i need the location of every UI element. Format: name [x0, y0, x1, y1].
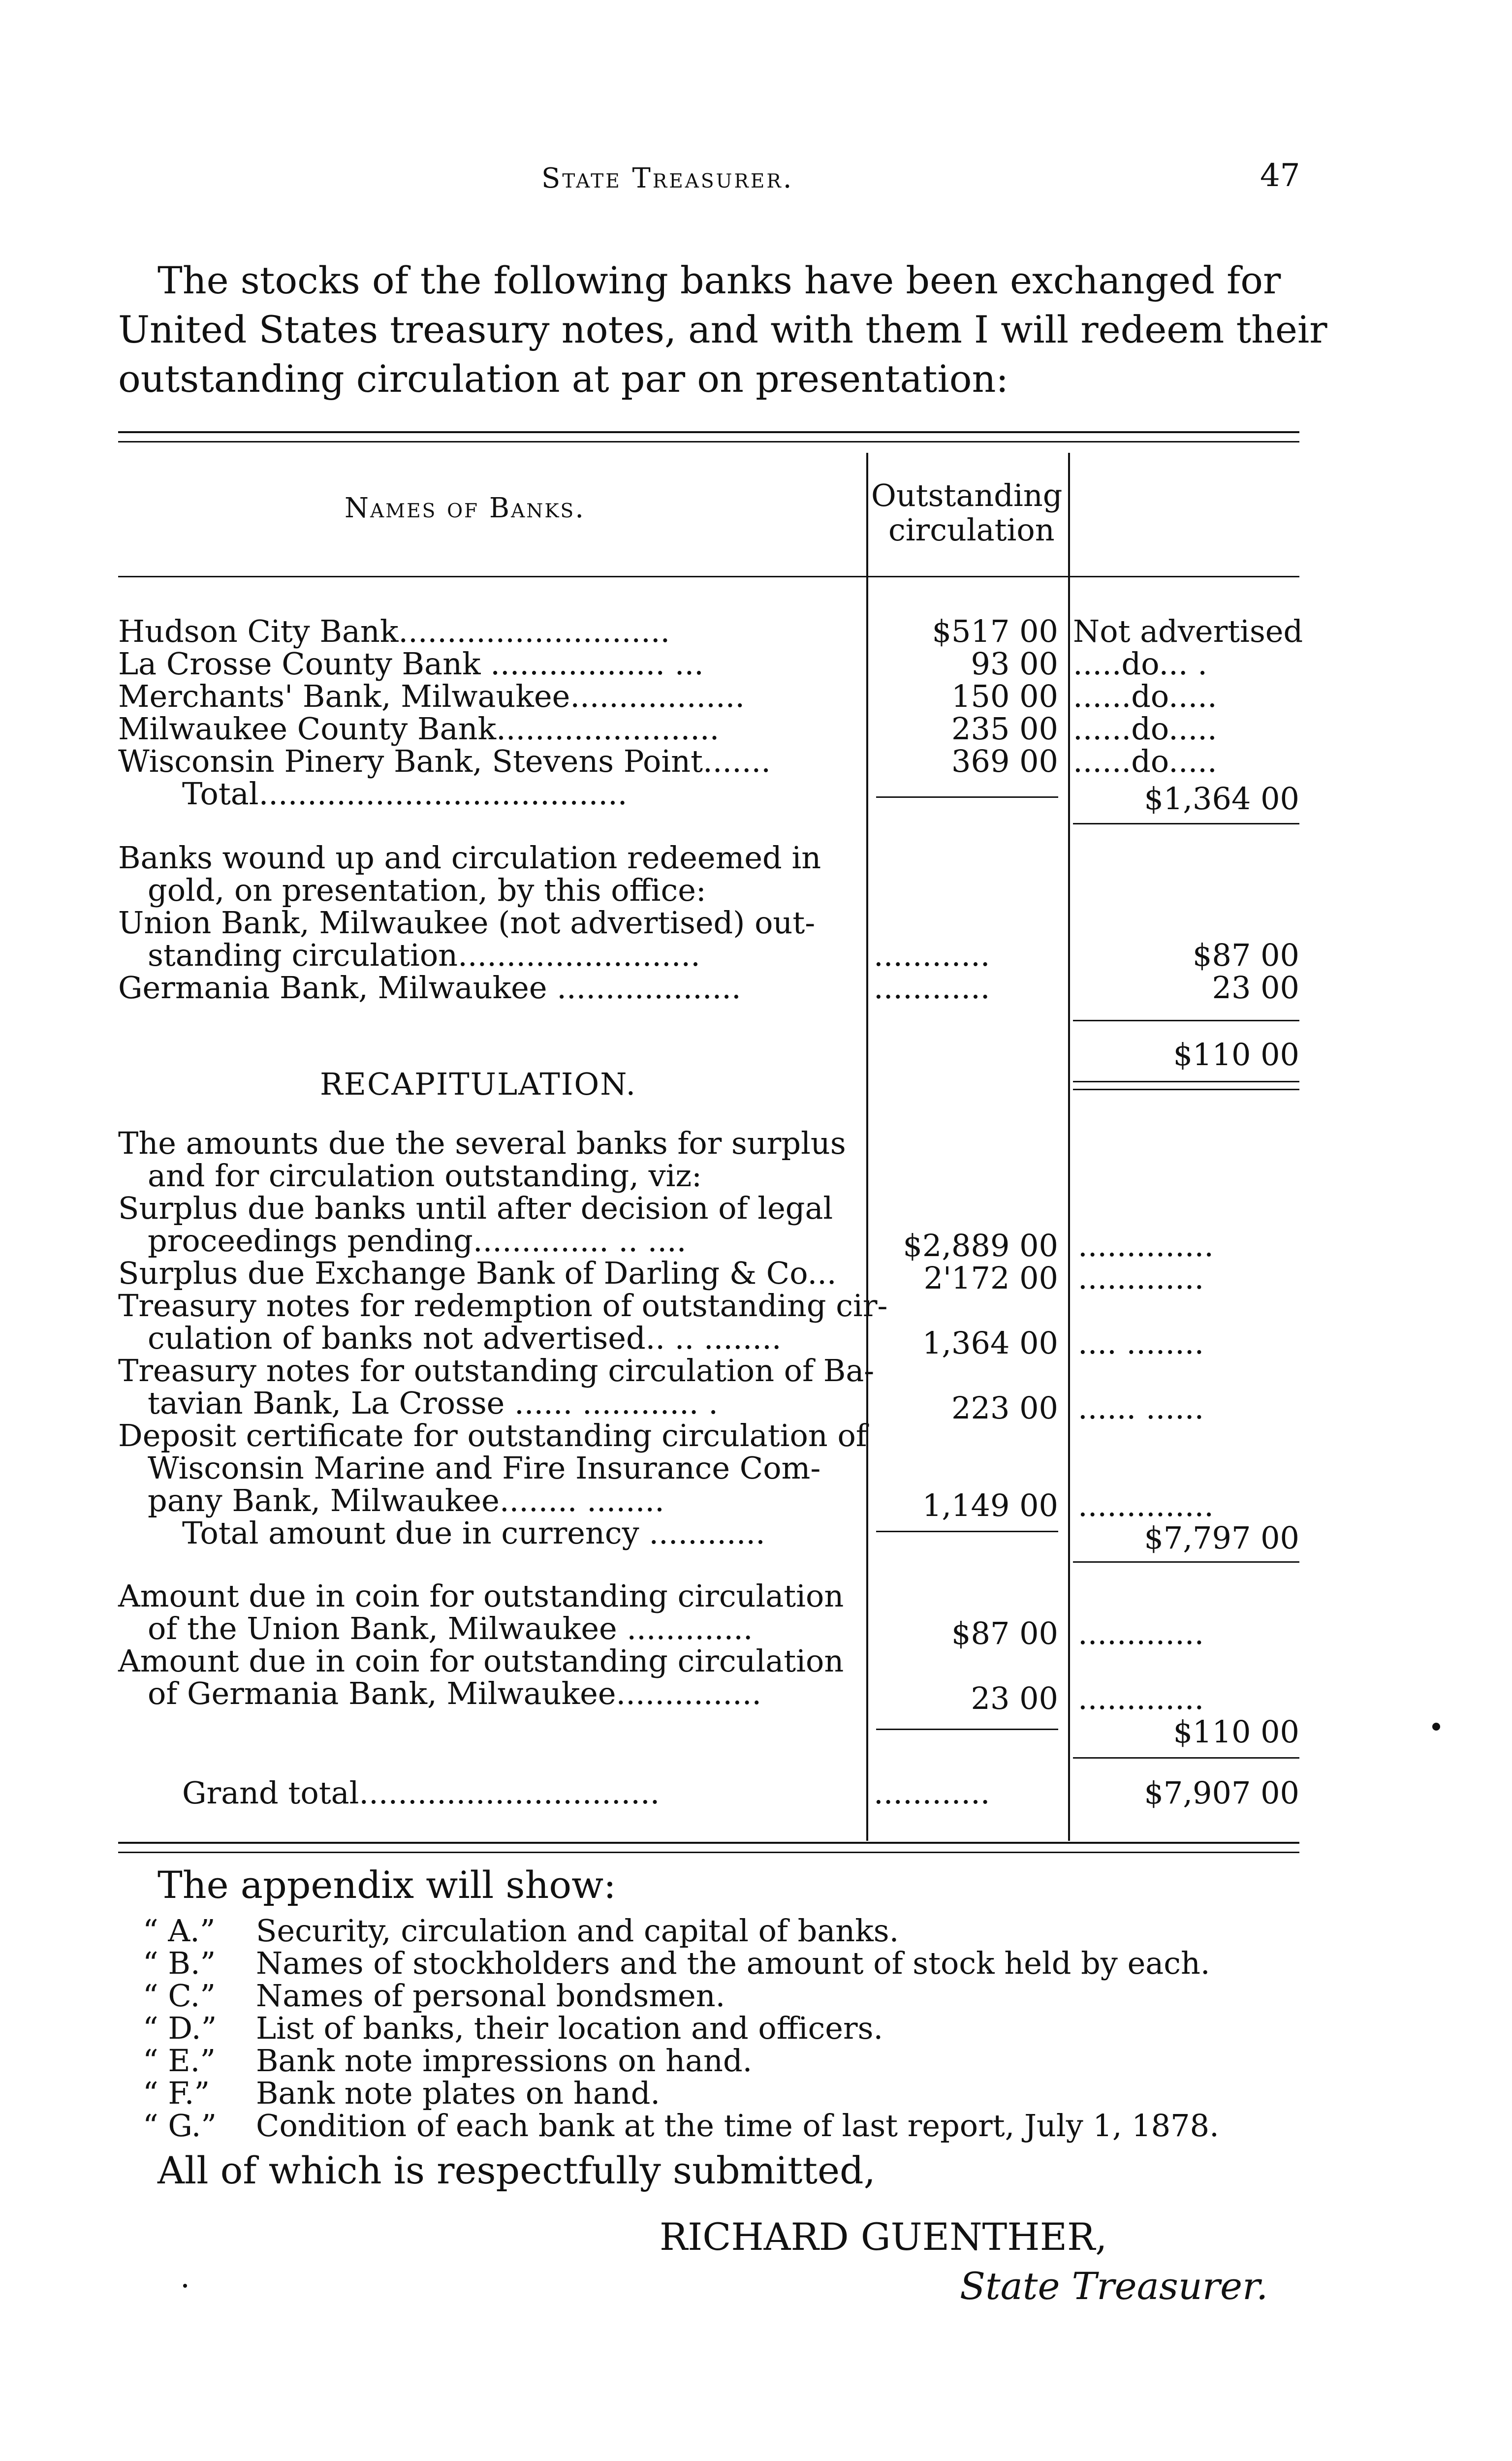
table-top-rule [118, 441, 1299, 442]
recap-line: culation of banks not advertised.. .. ........ [148, 1320, 782, 1356]
sum-rule [876, 1531, 1058, 1532]
leader-dots: ............. [1078, 1615, 1204, 1651]
coin-line: Amount due in coin for outstanding circulation [118, 1578, 844, 1614]
recap-line: Treasury notes for outstanding circulation of Ba- [118, 1353, 875, 1388]
coin-line: Amount due in coin for outstanding circulation [118, 1643, 844, 1679]
grand-total-label: Grand total............................... [182, 1775, 660, 1811]
intro-line: The stocks of the following banks have been exchanged for [158, 258, 1281, 302]
running-title: State Treasurer. [541, 162, 794, 194]
appendix-key: “ A.” [143, 1913, 216, 1949]
column-divider [1068, 453, 1070, 1841]
leader-dots: ............ [874, 1775, 990, 1811]
recap-value: 1,364 00 [922, 1325, 1058, 1361]
recap-value: 223 00 [951, 1390, 1058, 1426]
appendix-key: “ B.” [143, 1945, 216, 1981]
signatory-name: RICHARD GUENTHER, [660, 2215, 1107, 2259]
wound-up-text: standing circulation......................... [148, 937, 700, 973]
wound-up-text: gold, on presentation, by this office: [148, 872, 706, 908]
leader-dots: ............. [1078, 1260, 1204, 1296]
appendix-key: “ G.” [143, 2108, 217, 2144]
appendix-text: Names of personal bondsmen. [256, 1978, 725, 2014]
currency-total-value: $7,797 00 [1144, 1520, 1299, 1556]
bank-note: ......do..... [1073, 711, 1217, 747]
recap-line: Wisconsin Marine and Fire Insurance Com- [148, 1450, 821, 1486]
appendix-intro: The appendix will show: [158, 1863, 616, 1907]
coin-value: 23 00 [971, 1680, 1058, 1716]
column-header-circulation: circulation [888, 512, 1055, 548]
bank-name: Milwaukee County Bank....................... [118, 711, 720, 747]
appendix-text: Security, circulation and capital of banks. [256, 1913, 899, 1949]
recap-line: pany Bank, Milwaukee........ ........ [148, 1483, 664, 1518]
leader-dots: ............ [874, 970, 990, 1006]
bank-amount: 369 00 [951, 743, 1058, 779]
total-value: $1,364 00 [1144, 781, 1299, 817]
leader-dots: .... ........ [1078, 1325, 1204, 1361]
recap-line: and for circulation outstanding, viz: [148, 1158, 702, 1194]
leader-dots: .............. [1078, 1228, 1214, 1263]
recap-line: tavian Bank, La Crosse ...... ............ . [148, 1385, 718, 1421]
germania-bank-value: 23 00 [1212, 970, 1299, 1006]
sum-double-rule [1073, 1089, 1299, 1090]
bank-note: .....do... . [1073, 646, 1208, 682]
bank-name: Merchants' Bank, Milwaukee.................. [118, 678, 745, 714]
bank-amount: 235 00 [951, 711, 1058, 747]
bank-note: ......do..... [1073, 678, 1217, 714]
appendix-text: Bank note impressions on hand. [256, 2043, 753, 2079]
recap-line: proceedings pending.............. .. .... [148, 1223, 687, 1259]
coin-line: of Germania Bank, Milwaukee............... [148, 1675, 762, 1711]
coin-value: $87 00 [951, 1615, 1058, 1651]
bank-name: Wisconsin Pinery Bank, Stevens Point....... [118, 743, 771, 779]
signatory-title: State Treasurer. [960, 2264, 1268, 2308]
recap-title: RECAPITULATION. [320, 1066, 637, 1102]
closing-line: All of which is respectfully submitted, [158, 2148, 876, 2192]
column-divider [866, 453, 868, 1841]
sum-rule [876, 1729, 1058, 1730]
coin-total-value: $110 00 [1173, 1714, 1299, 1750]
leader-dots: ............. [1078, 1680, 1204, 1716]
leader-dots: ...... ...... [1078, 1390, 1204, 1426]
recap-line: Surplus due banks until after decision of legal [118, 1190, 833, 1226]
grand-total-value: $7,907 00 [1144, 1775, 1299, 1811]
recap-line: Treasury notes for redemption of outstanding cir- [118, 1288, 888, 1324]
header-rule [118, 576, 1299, 577]
appendix-text: List of banks, their location and officers. [256, 2010, 883, 2046]
appendix-key: “ F.” [143, 2075, 210, 2111]
coin-line: of the Union Bank, Milwaukee ............. [148, 1610, 753, 1646]
wound-up-text: Banks wound up and circulation redeemed in [118, 840, 821, 876]
bank-name: La Crosse County Bank .................. ... [118, 646, 704, 682]
intro-line: United States treasury notes, and with them I will redeem their [118, 308, 1327, 351]
recap-value: $2,889 00 [903, 1228, 1058, 1263]
appendix-key: “ C.” [143, 1978, 216, 2014]
sum-double-rule [1073, 1081, 1299, 1082]
bank-amount: $517 00 [932, 613, 1058, 649]
recap-line: The amounts due the several banks for surplus [118, 1125, 846, 1161]
appendix-text: Names of stockholders and the amount of stock held by each. [256, 1945, 1210, 1981]
union-bank-value: $87 00 [1193, 937, 1299, 973]
appendix-key: “ E.” [143, 2043, 216, 2079]
ink-spot [1432, 1723, 1440, 1731]
recap-line: Deposit certificate for outstanding circulation of [118, 1418, 867, 1453]
appendix-key: “ D.” [143, 2010, 217, 2046]
sum-rule [1073, 1757, 1299, 1759]
page-number: 47 [1260, 158, 1300, 194]
currency-total-label: Total amount due in currency ............ [182, 1515, 765, 1551]
sum-rule [1073, 1561, 1299, 1563]
sum-rule [876, 796, 1058, 798]
recap-line: Surplus due Exchange Bank of Darling & Co... [118, 1255, 837, 1291]
appendix-text: Bank note plates on hand. [256, 2075, 661, 2111]
leader-dots: ............ [874, 937, 990, 973]
total-label: Total...................................... [182, 776, 628, 812]
sum-rule [1073, 823, 1299, 824]
table-top-rule [118, 431, 1299, 433]
recap-value: 1,149 00 [922, 1487, 1058, 1523]
intro-line: outstanding circulation at par on presentation: [118, 357, 1009, 401]
bank-note: ......do..... [1073, 743, 1217, 779]
bank-note: Not advertised [1073, 613, 1303, 649]
wound-up-sum: $110 00 [1173, 1037, 1299, 1073]
wound-up-text: Union Bank, Milwaukee (not advertised) out- [118, 905, 816, 941]
sum-rule [1073, 1020, 1299, 1021]
recap-value: 2'172 00 [923, 1260, 1058, 1296]
column-header-outstanding: Outstanding [871, 477, 1063, 513]
table-bottom-rule [118, 1842, 1299, 1844]
bank-amount: 93 00 [971, 646, 1058, 682]
wound-up-text: Germania Bank, Milwaukee ................... [118, 970, 741, 1006]
table-bottom-rule [118, 1852, 1299, 1853]
ink-spot [183, 2284, 187, 2288]
bank-amount: 150 00 [951, 678, 1058, 714]
column-header-names: Names of Banks. [345, 492, 586, 524]
leader-dots: .............. [1078, 1487, 1214, 1523]
bank-name: Hudson City Bank............................ [118, 613, 670, 649]
appendix-text: Condition of each bank at the time of last report, July 1, 1878. [256, 2108, 1219, 2144]
